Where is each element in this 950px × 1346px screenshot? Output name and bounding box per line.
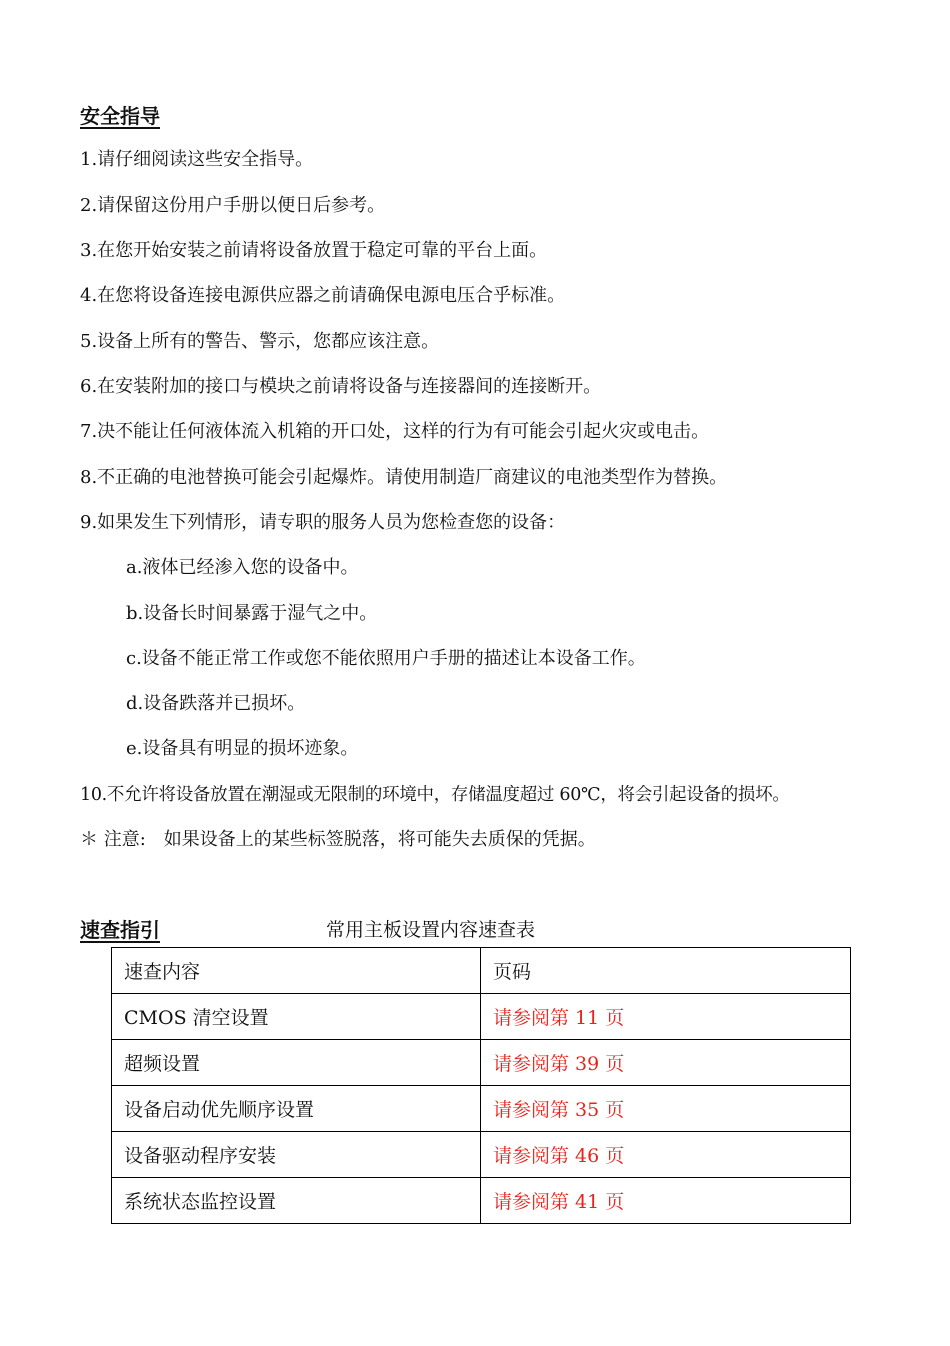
safety-title: 安全指导 bbox=[80, 104, 160, 128]
page-ref-cell: 请参阅第 46 页 bbox=[481, 1132, 851, 1178]
page-ref-cell: 请参阅第 39 页 bbox=[481, 1040, 851, 1086]
topic-cell: 系统状态监控设置 bbox=[112, 1178, 481, 1224]
safety-subitem-b: b.设备长时间暴露于湿气之中。 bbox=[126, 603, 378, 624]
safety-item-10: 10.不允许将设备放置在潮湿或无限制的环境中，存储温度超过 60℃，将会引起设备的损坏。 bbox=[80, 785, 790, 805]
page-ref-cell: 请参阅第 11 页 bbox=[481, 994, 851, 1040]
safety-item-7: 7.决不能让任何液体流入机箱的开口处，这样的行为有可能会引起火灾或电击。 bbox=[80, 421, 710, 442]
safety-subitem-e: e.设备具有明显的损坏迹象。 bbox=[126, 738, 359, 759]
topic-cell: CMOS 清空设置 bbox=[112, 994, 481, 1040]
header-cell-topic: 速查内容 bbox=[112, 948, 481, 994]
table-row bbox=[112, 994, 851, 1040]
safety-item-8: 8.不正确的电池替换可能会引起爆炸。请使用制造厂商建议的电池类型作为替换。 bbox=[80, 467, 728, 488]
topic-cell: 超频设置 bbox=[112, 1040, 481, 1086]
quick-reference-table bbox=[111, 947, 851, 1224]
quick-table-caption: 常用主板设置内容速查表 bbox=[326, 919, 536, 941]
safety-note: ＊ 注意: 如果设备上的某些标签脱落，将可能失去质保的凭据。 bbox=[80, 829, 596, 850]
safety-item-6: 6.在安装附加的接口与模块之前请将设备与连接器间的连接断开。 bbox=[80, 376, 602, 397]
table-row bbox=[112, 1086, 851, 1132]
safety-item-4: 4.在您将设备连接电源供应器之前请确保电源电压合乎标准。 bbox=[80, 285, 566, 306]
safety-subitem-c: c.设备不能正常工作或您不能依照用户手册的描述让本设备工作。 bbox=[126, 648, 646, 669]
page-ref-cell: 请参阅第 41 页 bbox=[481, 1178, 851, 1224]
safety-item-3: 3.在您开始安装之前请将设备放置于稳定可靠的平台上面。 bbox=[80, 240, 548, 261]
safety-item-1: 1.请仔细阅读这些安全指导。 bbox=[80, 149, 314, 170]
safety-subitem-d: d.设备跌落并已损坏。 bbox=[126, 693, 306, 714]
header-cell-page: 页码 bbox=[481, 948, 851, 994]
table-row bbox=[112, 1040, 851, 1086]
table-row bbox=[112, 1178, 851, 1224]
safety-item-5: 5.设备上所有的警告、警示，您都应该注意。 bbox=[80, 331, 440, 352]
safety-item-2: 2.请保留这份用户手册以便日后参考。 bbox=[80, 195, 386, 216]
safety-subitem-a: a.液体已经渗入您的设备中。 bbox=[126, 557, 359, 578]
page-ref-cell: 请参阅第 35 页 bbox=[481, 1086, 851, 1132]
safety-item-9: 9.如果发生下列情形，请专职的服务人员为您检查您的设备： bbox=[80, 512, 566, 533]
topic-cell: 设备启动优先顺序设置 bbox=[112, 1086, 481, 1132]
table-header-row bbox=[112, 948, 851, 994]
topic-cell: 设备驱动程序安装 bbox=[112, 1132, 481, 1178]
quick-guide-title: 速查指引 bbox=[80, 918, 160, 942]
table-row bbox=[112, 1132, 851, 1178]
